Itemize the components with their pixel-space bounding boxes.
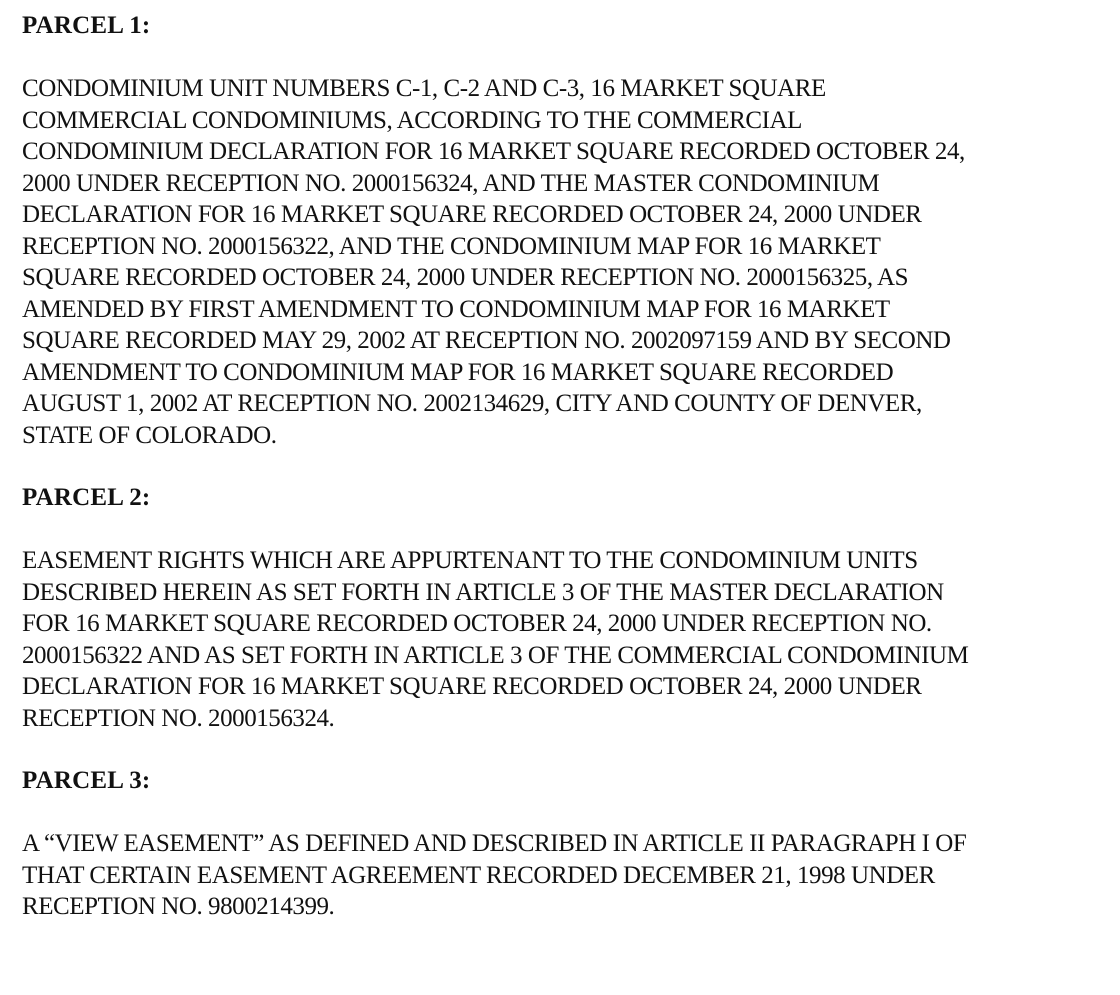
parcel-2-line: EASEMENT RIGHTS WHICH ARE APPURTENANT TO THE CONDOMINIUM UNITS bbox=[22, 547, 918, 574]
spacer bbox=[22, 797, 1114, 828]
parcel-1-line: DECLARATION FOR 16 MARKET SQUARE RECORDED OCTOBER 24, 2000 UNDER bbox=[22, 201, 922, 228]
parcel-1-line: AMENDMENT TO CONDOMINIUM MAP FOR 16 MARKET SQUARE RECORDED bbox=[22, 358, 894, 386]
parcel-1-line: COMMERCIAL CONDOMINIUMS, ACCORDING TO THE COMMERCIAL bbox=[22, 106, 802, 134]
parcel-2-line: DECLARATION FOR 16 MARKET SQUARE RECORDED OCTOBER 24, 2000 UNDER bbox=[22, 673, 922, 700]
spacer bbox=[22, 451, 1114, 482]
parcel-1-line: CONDOMINIUM DECLARATION FOR 16 MARKET SQUARE RECORDED OCTOBER 24, bbox=[22, 138, 965, 165]
parcel-1-line: 2000 UNDER RECEPTION NO. 2000156324, AND THE MASTER CONDOMINIUM bbox=[22, 169, 880, 197]
parcel-2-description bbox=[22, 545, 1114, 734]
parcel-1-description bbox=[22, 73, 1114, 451]
document-page bbox=[22, 10, 1114, 923]
parcel-1-line: STATE OF COLORADO. bbox=[22, 421, 277, 449]
parcel-3-section bbox=[22, 765, 1114, 923]
parcel-1-line: RECEPTION NO. 2000156322, AND THE CONDOMINIUM MAP FOR 16 MARKET bbox=[22, 232, 881, 260]
parcel-2-section bbox=[22, 482, 1114, 765]
parcel-3-description bbox=[22, 828, 1114, 923]
parcel-1-line: SQUARE RECORDED MAY 29, 2002 AT RECEPTION NO. 2002097159 AND BY SECOND bbox=[22, 327, 951, 354]
parcel-1-line: CONDOMINIUM UNIT NUMBERS C-1, C-2 AND C-3, 16 MARKET SQUARE bbox=[22, 75, 826, 102]
spacer bbox=[22, 42, 1114, 73]
parcel-1-line: SQUARE RECORDED OCTOBER 24, 2000 UNDER RECEPTION NO. 2000156325, AS bbox=[22, 264, 909, 291]
parcel-3-line: A “VIEW EASEMENT” AS DEFINED AND DESCRIBED IN ARTICLE II PARAGRAPH I OF bbox=[22, 830, 967, 857]
parcel-3-heading: PARCEL 3: bbox=[22, 767, 151, 794]
parcel-1-heading: PARCEL 1: bbox=[22, 12, 151, 39]
parcel-3-line: THAT CERTAIN EASEMENT AGREEMENT RECORDED DECEMBER 21, 1998 UNDER bbox=[22, 861, 935, 889]
parcel-2-line: RECEPTION NO. 2000156324. bbox=[22, 704, 335, 732]
spacer bbox=[22, 734, 1114, 765]
parcel-1-section bbox=[22, 10, 1114, 482]
parcel-1-line: AMENDED BY FIRST AMENDMENT TO CONDOMINIUM MAP FOR 16 MARKET bbox=[22, 295, 890, 323]
parcel-2-heading: PARCEL 2: bbox=[22, 484, 151, 511]
parcel-2-line: DESCRIBED HEREIN AS SET FORTH IN ARTICLE 3 OF THE MASTER DECLARATION bbox=[22, 578, 944, 606]
parcel-2-line: 2000156322 AND AS SET FORTH IN ARTICLE 3 OF THE COMMERCIAL CONDOMINIUM bbox=[22, 641, 969, 669]
parcel-2-line: FOR 16 MARKET SQUARE RECORDED OCTOBER 24, 2000 UNDER RECEPTION NO. bbox=[22, 610, 932, 637]
spacer bbox=[22, 514, 1114, 545]
parcel-3-line: RECEPTION NO. 9800214399. bbox=[22, 893, 335, 920]
parcel-1-line: AUGUST 1, 2002 AT RECEPTION NO. 2002134629, CITY AND COUNTY OF DENVER, bbox=[22, 390, 922, 417]
